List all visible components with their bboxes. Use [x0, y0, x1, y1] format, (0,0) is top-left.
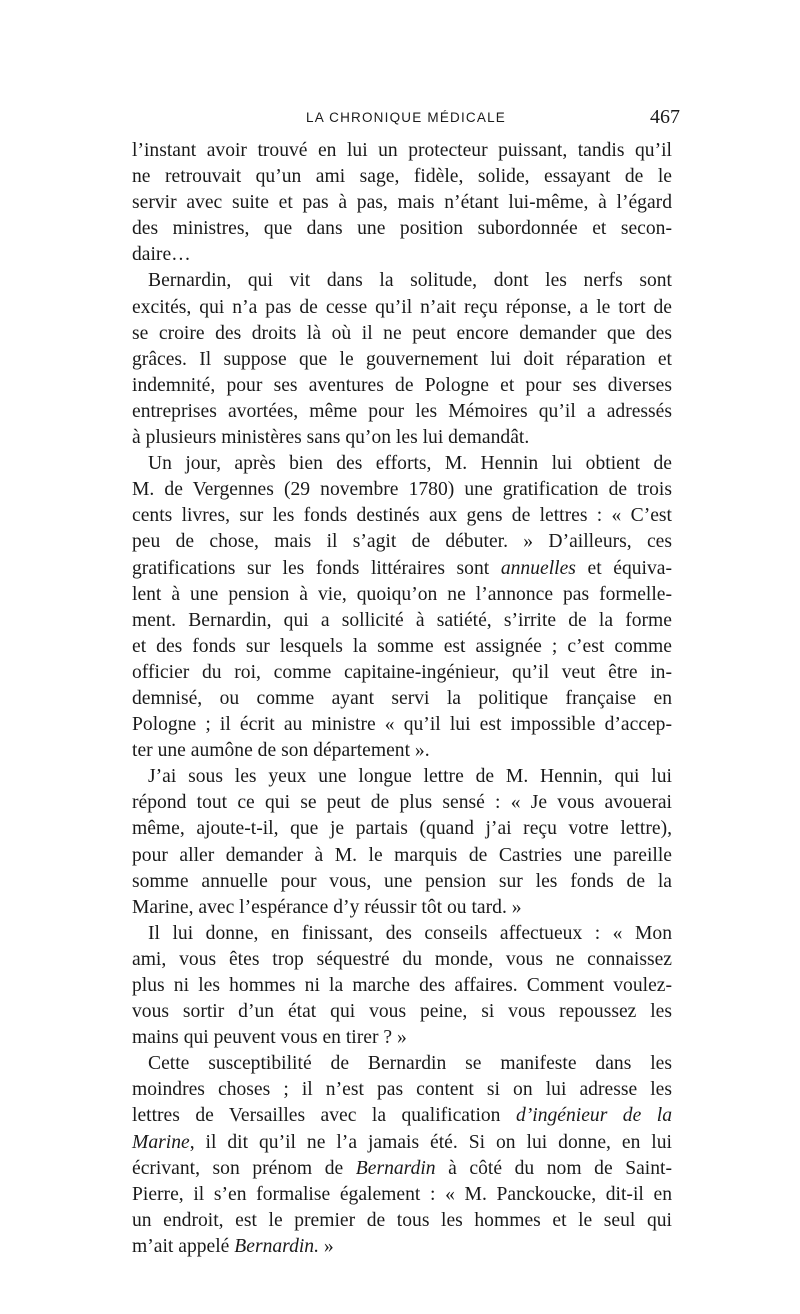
text-line — [132, 1156, 672, 1182]
text-line: Marine, avec l’espérance d’y réussir tôt ou tard. » — [132, 896, 522, 918]
paragraph-first-line: Cette susceptibilité de Bernardin se manifeste dans les — [148, 1053, 672, 1075]
text-line: servir avec suite et pas à pas, mais n’étant lui-même, à l’égard — [132, 192, 672, 214]
text-segment: et équiva- — [575, 557, 672, 579]
text-segment: » — [319, 1235, 334, 1257]
text-line: mains qui peuvent vous en tirer ? » — [132, 1027, 407, 1049]
text-segment: à côté du nom de Saint- — [435, 1157, 672, 1179]
text-line: ami, vous êtes trop séquestré du monde, vous ne connaissez — [132, 948, 672, 970]
text-segment: écrivant, son prénom de — [132, 1157, 356, 1179]
text-line — [132, 556, 672, 582]
text-line: moindres choses ; il n’est pas content si on lui adresse les — [132, 1079, 672, 1101]
text-line: Pierre, il s’en formalise également : « M. Panckoucke, dit-il en — [132, 1183, 672, 1205]
text-line: demnisé, ou comme ayant servi la politique française en — [132, 687, 672, 709]
text-line: des ministres, que dans une position subordonnée et secon- — [132, 218, 672, 240]
text-line: à plusieurs ministères sans qu’on les lui demandât. — [132, 427, 530, 449]
text-line — [132, 1130, 672, 1156]
paragraph-first-line: Il lui donne, en finissant, des conseils affectueux : « Mon — [148, 922, 672, 944]
text-line: Pologne ; il écrit au ministre « qu’il lui est impossible d’accep- — [132, 714, 672, 736]
text-line: lent à une pension à vie, quoiqu’on ne l’annonce pas formelle- — [132, 583, 672, 605]
text-line: même, ajoute-t-il, que je partais (quand j’ai reçu votre lettre), — [132, 818, 672, 840]
italic-text: annuelles — [500, 557, 576, 579]
text-segment: , il dit qu’il ne l’a jamais été. Si on lui donne, en lui — [189, 1131, 672, 1153]
text-segment: lettres de Versailles avec la qualification — [132, 1105, 516, 1127]
text-segment: m’ait appelé — [132, 1235, 235, 1257]
text-line: plus ni les hommes ni la marche des affaires. Comment voulez- — [132, 975, 672, 996]
paragraph-first-line: J’ai sous les yeux une longue lettre de M. Hennin, qui lui — [148, 766, 672, 788]
text-line: peu de chose, mais il s’agit de débuter. » D’ailleurs, ces — [132, 531, 672, 553]
paragraph-first-line: Bernardin, qui vit dans la solitude, dont les nerfs sont — [148, 270, 672, 292]
text-line: ne retrouvait qu’un ami sage, fidèle, solide, essayant de le — [132, 166, 672, 188]
text-line: cents livres, sur les fonds destinés aux gens de lettres : « C’est — [132, 505, 672, 527]
text-line: officier du roi, comme capitaine-ingénieur, qu’il veut être in- — [132, 661, 672, 683]
text-line: et des fonds sur lesquels la somme est assignée ; c’est comme — [132, 635, 672, 657]
text-line: somme annuelle pour vous, une pension sur les fonds de la — [132, 870, 672, 892]
text-line: daire… — [132, 244, 191, 266]
italic-text: d’ingénieur de la — [515, 1105, 672, 1127]
paragraph-first-line: Un jour, après bien des efforts, M. Hennin lui obtient de — [148, 453, 672, 475]
text-line: ter une aumône de son département ». — [132, 740, 430, 762]
text-line: répond tout ce qui se peut de plus sensé : « Je vous avouerai — [132, 792, 672, 814]
italic-text: Marine — [132, 1131, 190, 1153]
italic-text: Bernardin — [355, 1157, 436, 1179]
text-line: pour aller demander à M. le marquis de Castries une pareille — [132, 844, 672, 866]
text-line — [132, 1234, 672, 1260]
text-line: excités, qui n’a pas de cesse qu’il n’ait reçu réponse, a le tort de — [132, 296, 672, 318]
text-line: M. de Vergennes (29 novembre 1780) une gratification de trois — [132, 479, 672, 501]
text-line — [132, 1103, 672, 1129]
text-line: vous sortir d’un état qui vous peine, si vous repoussez les — [132, 1001, 672, 1023]
running-title: LA CHRONIQUE MÉDICALE — [306, 110, 506, 125]
text-line: ment. Bernardin, qui a sollicité à satiété, s’irrite de la forme — [132, 609, 672, 631]
page-number: 467 — [650, 106, 680, 128]
body-text — [132, 138, 672, 1260]
text-line: l’instant avoir trouvé en lui un protecteur puissant, tandis qu’il — [132, 140, 672, 161]
text-segment: gratifications sur les fonds littéraires sont — [132, 557, 501, 579]
text-line: grâces. Il suppose que le gouvernement lui doit réparation et — [132, 348, 672, 370]
text-line: indemnité, pour ses aventures de Pologne et pour ses diverses — [132, 374, 672, 396]
running-head — [132, 106, 680, 132]
text-line: un endroit, est le premier de tous les hommes et le seul qui — [132, 1209, 672, 1231]
text-line: entreprises avortées, même pour les Mémoires qu’il a adressés — [132, 400, 672, 422]
italic-text: Bernardin. — [234, 1235, 319, 1257]
text-line: se croire des droits là où il ne peut encore demander que des — [132, 322, 672, 344]
